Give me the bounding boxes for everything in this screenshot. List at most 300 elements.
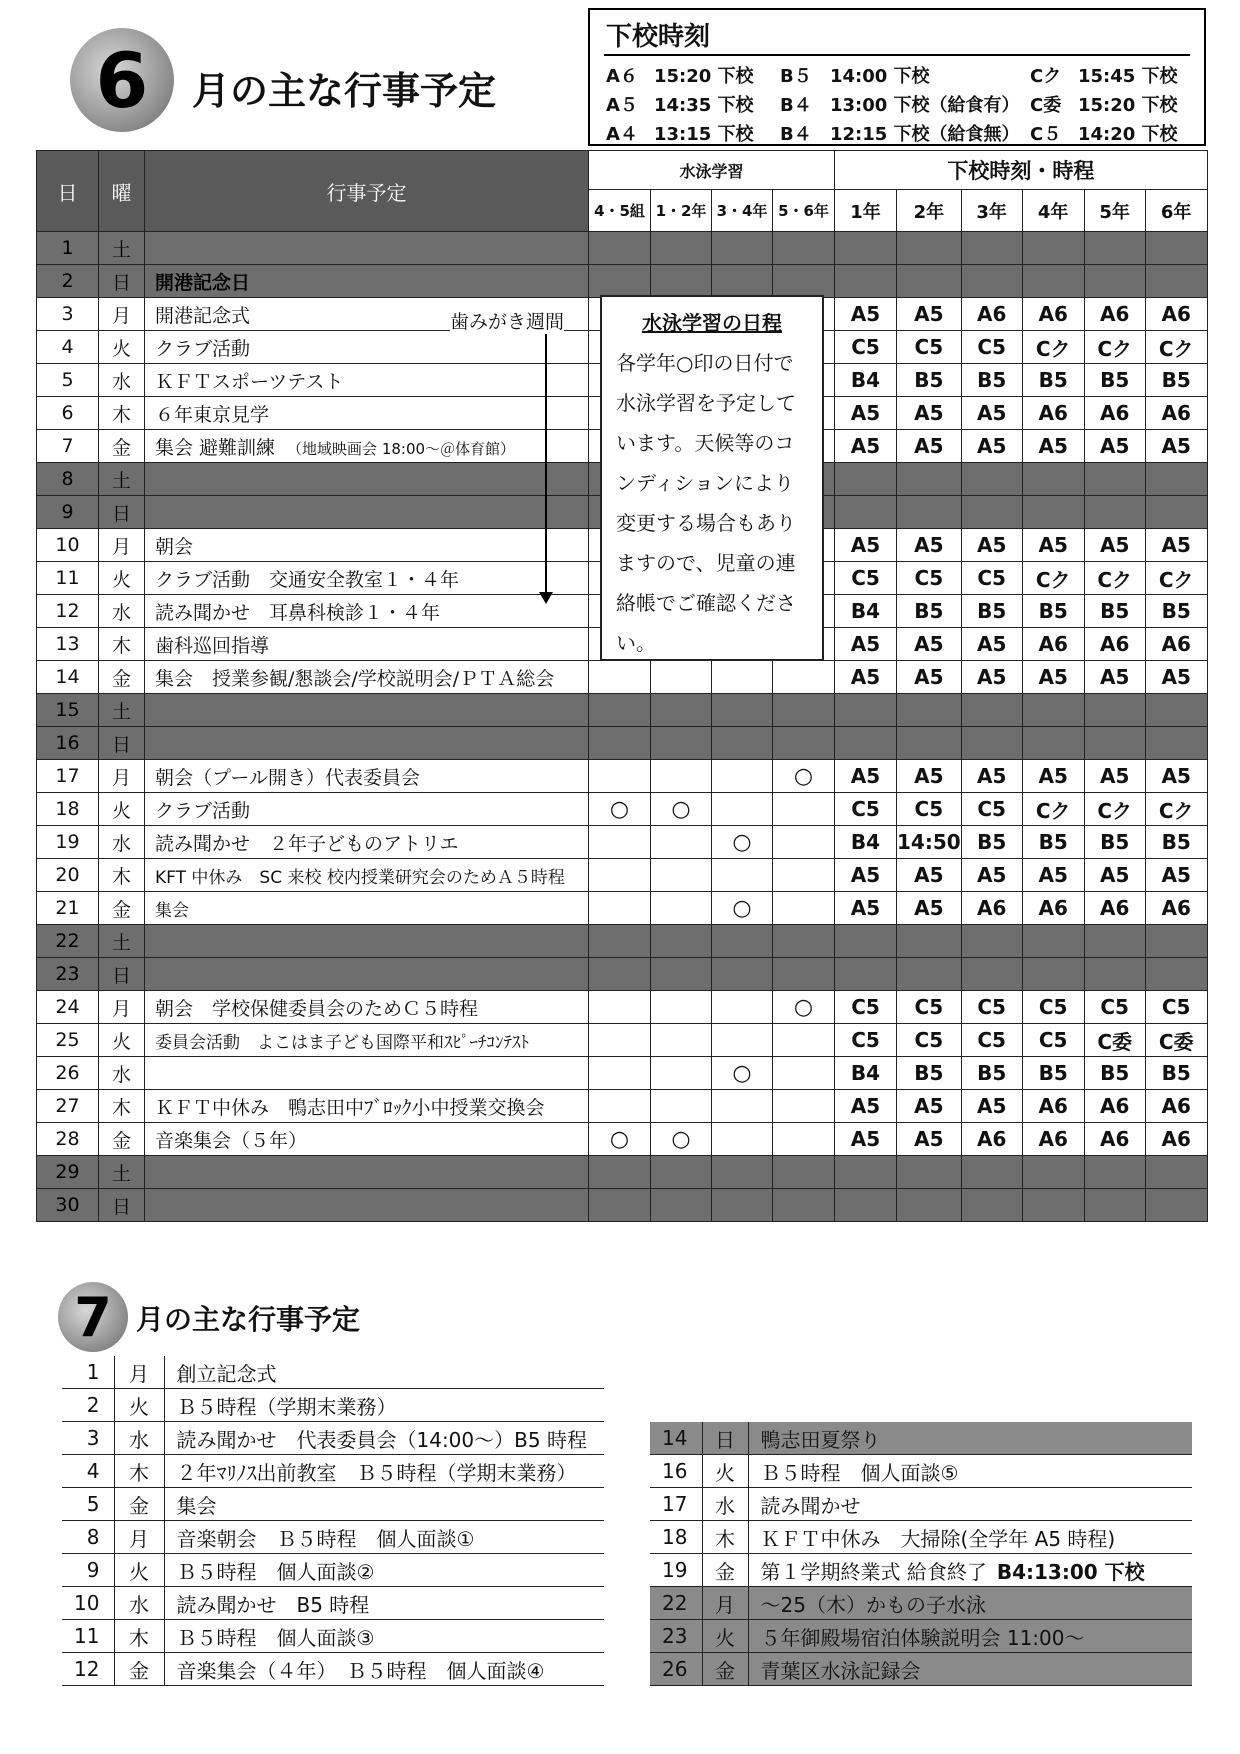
gekou-schedule-cell [1022,265,1084,298]
july-row [650,1422,1192,1455]
july-event-text: 読み聞かせ [760,1493,861,1518]
gekou-schedule-cell: A5 [961,760,1022,793]
july-row [650,1587,1192,1620]
event-text: クラブ活動 [155,337,251,360]
gekou-schedule-cell: B5 [1084,364,1145,397]
july-event-text: Ｂ５時程 個人面談② [176,1559,375,1584]
swim-mark [773,925,835,958]
event-text: KFT 中休み SC 来校 校内授業研究会のためＡ５時程 [155,867,565,888]
gekou-schedule-cell: A6 [961,892,1022,925]
gekou-code: C５ [1030,124,1062,145]
gekou-schedule-cell: Cク [1084,562,1145,595]
swim-mark [651,694,712,727]
gekou-schedule-cell: A5 [835,661,897,694]
july-event [164,1389,604,1422]
gekou-schedule-cell: A5 [961,1090,1022,1123]
july-row [62,1455,604,1488]
swim-mark [589,958,651,991]
event-text: ＫＦＴ中休み 鴨志田中ﾌﾞﾛｯｸ小中授業交換会 [155,1096,545,1119]
july-weekday: 木 [114,1455,164,1488]
gekou-schedule-cell: A5 [1145,859,1207,892]
gekou-schedule-cell: A5 [835,298,897,331]
swim-mark [773,232,835,265]
swim-mark [712,991,773,1024]
july-day: 14 [650,1422,702,1455]
gekou-schedule-cell: A5 [961,397,1022,430]
gekou-schedule-cell [1022,463,1084,496]
gekou-time: 15:45 下校 [1078,66,1178,87]
june-row [37,1057,1208,1090]
july-day: 12 [62,1653,114,1686]
july-row [62,1389,604,1422]
event-cell [145,991,589,1024]
july-weekday: 火 [114,1554,164,1587]
day-cell: 12 [37,595,99,628]
july-event-text: ５年御殿場宿泊体験説明会 11:00～ [760,1625,1085,1650]
gekou-schedule-cell [961,463,1022,496]
gekou-schedule-cell: C5 [1022,991,1084,1024]
swim-mark [773,1189,835,1222]
gekou-schedule-cell: A5 [1084,859,1145,892]
gekou-schedule-cell [897,463,962,496]
july-day: 3 [62,1422,114,1455]
june-row [37,232,1208,265]
swim-mark: ○ [773,991,835,1024]
swim-mark [712,1189,773,1222]
july-row [62,1620,604,1653]
day-cell: 7 [37,430,99,463]
event-cell [145,925,589,958]
event-cell [145,232,589,265]
gekou-schedule-cell [1145,496,1207,529]
swim-mark [589,1024,651,1057]
event-cell [145,793,589,826]
gekou-schedule-cell [835,1156,897,1189]
july-event [748,1455,1192,1488]
gekou-schedule-cell [1145,925,1207,958]
swim-mark [651,826,712,859]
gekou-schedule-cell [897,727,962,760]
gekou-schedule-cell [961,265,1022,298]
swim-mark [651,958,712,991]
gekou-code: C委 [1030,95,1062,116]
swim-mark [589,1189,651,1222]
swim-mark [651,1057,712,1090]
june-row [37,1123,1208,1156]
gekou-schedule-cell [1084,265,1145,298]
july-event [164,1356,604,1389]
gekou-schedule-cell: C5 [1145,991,1207,1024]
header-gekou: 下校時刻・時程 [835,151,1208,190]
swim-mark [773,727,835,760]
gekou-time: 13:00 下校（給食有） [830,95,1020,116]
swim-mark: ○ [651,1123,712,1156]
weekday-cell: 日 [99,1189,145,1222]
june-row [37,760,1208,793]
july-row [62,1488,604,1521]
gekou-schedule-cell [835,265,897,298]
july-event-text: Ｂ５時程 個人面談⑤ [760,1460,959,1485]
swim-mark [651,1024,712,1057]
july-event-text: 読み聞かせ 代表委員会（14:00～）B5 時程 [176,1427,587,1452]
gekou-schedule-cell: C5 [961,562,1022,595]
header-day: 日 [37,151,99,232]
gekou-schedule-cell: B5 [897,595,962,628]
gekou-schedule-cell [1145,463,1207,496]
gekou-schedule-cell: A5 [961,529,1022,562]
weekday-cell: 金 [99,430,145,463]
july-row [650,1455,1192,1488]
gekou-schedule-cell: A6 [1022,1123,1084,1156]
gekou-schedule-cell [897,1156,962,1189]
event-text: 朝会 [155,535,194,558]
july-day: 23 [650,1620,702,1653]
gekou-schedule-cell: A5 [961,628,1022,661]
june-number-badge: 6 [70,28,174,132]
header-grade: 6年 [1145,190,1207,232]
event-text: 委員会活動 よこはま子ども国際平和ｽﾋﾟｰﾁｺﾝﾃｽﾄ [155,1032,529,1053]
day-cell: 22 [37,925,99,958]
july-weekday: 水 [114,1422,164,1455]
june-row [37,826,1208,859]
swim-mark [589,859,651,892]
gekou-schedule-cell: A5 [1022,430,1084,463]
swim-mark [589,760,651,793]
july-event [748,1587,1192,1620]
event-cell [145,1090,589,1123]
gekou-schedule-cell: C委 [1145,1024,1207,1057]
gekou-schedule-cell [1022,925,1084,958]
gekou-schedule-cell: B5 [961,1057,1022,1090]
swim-note-line: 各学年○印の日付で [616,351,794,375]
event-cell [145,628,589,661]
swim-mark [589,1090,651,1123]
gekou-schedule-cell [835,1189,897,1222]
swim-mark [651,760,712,793]
event-cell [145,760,589,793]
swim-note-line: います。天候等のコ [616,431,795,455]
gekou-schedule-cell [1145,727,1207,760]
gekou-schedule-cell: C5 [835,562,897,595]
gekou-schedule-cell [961,925,1022,958]
event-text: クラブ活動 交通安全教室１・４年 [155,568,460,591]
gekou-schedule-cell [1084,958,1145,991]
event-text: 集会 授業参観/懇談会/学校説明会/ＰＴＡ総会 [155,667,555,690]
event-text: 集会 避難訓練 [155,436,276,459]
gekou-schedule-cell: B4 [835,364,897,397]
gekou-schedule-cell: A6 [961,1123,1022,1156]
weekday-cell: 土 [99,463,145,496]
gekou-schedule-cell: C5 [897,331,962,364]
gekou-schedule-cell [1145,958,1207,991]
gekou-time: 15:20 下校 [1078,95,1178,116]
swim-mark [651,727,712,760]
swim-mark [589,265,651,298]
swim-mark [712,232,773,265]
swim-mark [589,727,651,760]
day-cell: 11 [37,562,99,595]
weekday-cell: 日 [99,496,145,529]
hamigaki-arrowhead [539,592,553,604]
swim-mark [589,232,651,265]
gekou-schedule-cell: A6 [1145,298,1207,331]
event-text: クラブ活動 [155,799,251,822]
weekday-cell: 木 [99,1090,145,1123]
gekou-schedule-cell: A5 [1145,529,1207,562]
july-number-badge: 7 [58,1282,128,1352]
swim-mark [712,1156,773,1189]
gekou-schedule-cell [835,694,897,727]
header-weekday: 曜 [99,151,145,232]
event-text: 集会 [155,900,189,921]
gekou-schedule-cell: A6 [1022,298,1084,331]
weekday-cell: 月 [99,529,145,562]
swim-note-box [600,295,824,661]
swim-note-line: 水泳学習を予定して [616,391,796,415]
june-row [37,925,1208,958]
july-weekday: 月 [114,1521,164,1554]
gekou-time: 14:00 下校 [830,66,930,87]
gekou-schedule-cell [1145,1156,1207,1189]
swim-mark [712,661,773,694]
gekou-schedule-cell: A5 [1084,430,1145,463]
july-event [164,1422,604,1455]
weekday-cell: 土 [99,694,145,727]
event-cell [145,595,589,628]
july-row [62,1587,604,1620]
swim-mark [712,265,773,298]
july-event [748,1554,1192,1587]
swim-note-line: 変更する場合もあり [616,511,796,535]
gekou-schedule-cell: A5 [897,430,962,463]
day-cell: 17 [37,760,99,793]
day-cell: 9 [37,496,99,529]
swim-mark: ○ [773,760,835,793]
gekou-box [588,8,1206,146]
swim-mark [712,859,773,892]
swim-mark [712,1024,773,1057]
gekou-schedule-cell: C5 [961,991,1022,1024]
july-event [164,1587,604,1620]
gekou-schedule-cell [835,496,897,529]
july-event [748,1653,1192,1686]
gekou-schedule-cell: A5 [835,529,897,562]
july-event [164,1620,604,1653]
gekou-schedule-cell [1145,1189,1207,1222]
event-text: 読み聞かせ ２年子どものアトリエ [155,832,459,855]
event-cell [145,694,589,727]
gekou-schedule-cell: A5 [897,298,962,331]
july-day: 26 [650,1653,702,1686]
event-text: 朝会（プール開き）代表委員会 [155,766,421,789]
july-day: 19 [650,1554,702,1587]
gekou-schedule-cell [897,232,962,265]
swim-mark [773,694,835,727]
weekday-cell: 月 [99,991,145,1024]
gekou-schedule-cell: C5 [897,793,962,826]
day-cell: 24 [37,991,99,1024]
gekou-schedule-cell: A5 [897,760,962,793]
event-cell [145,1123,589,1156]
weekday-cell: 日 [99,727,145,760]
gekou-schedule-cell [1022,727,1084,760]
event-cell [145,958,589,991]
event-cell [145,397,589,430]
weekday-cell: 日 [99,265,145,298]
july-event [748,1521,1192,1554]
event-cell [145,331,589,364]
event-cell [145,859,589,892]
swim-mark [589,694,651,727]
day-cell: 27 [37,1090,99,1123]
event-text: 歯科巡回指導 [155,634,270,657]
july-event-text: 第１学期終業式 給食終了 [760,1559,987,1584]
gekou-schedule-cell: A5 [1084,529,1145,562]
event-cell [145,1057,589,1090]
swim-mark [589,826,651,859]
gekou-schedule-cell: B5 [1022,595,1084,628]
header-grade: 5年 [1084,190,1145,232]
header-grade: 3年 [961,190,1022,232]
swim-mark [589,1156,651,1189]
gekou-schedule-cell [835,925,897,958]
july-event-text: 集会 [176,1493,217,1518]
weekday-cell: 金 [99,892,145,925]
gekou-schedule-cell: B5 [1145,364,1207,397]
day-cell: 21 [37,892,99,925]
july-weekday: 金 [114,1488,164,1521]
gekou-schedule-cell: A6 [1084,1123,1145,1156]
weekday-cell: 火 [99,562,145,595]
gekou-schedule-cell [897,496,962,529]
event-cell [145,892,589,925]
header-event: 行事予定 [145,151,589,232]
july-event-text: 音楽朝会 Ｂ５時程 個人面談① [176,1526,475,1551]
gekou-schedule-cell [1084,925,1145,958]
gekou-schedule-cell [897,1189,962,1222]
july-event-emphasis: B4:13:00 下校 [996,1559,1145,1584]
july-event [748,1620,1192,1653]
swim-mark [773,1024,835,1057]
gekou-schedule-cell [961,1156,1022,1189]
july-title: 月の主な行事予定 [136,1303,361,1336]
swim-mark [712,694,773,727]
day-cell: 30 [37,1189,99,1222]
gekou-schedule-cell: C5 [835,793,897,826]
gekou-schedule-cell: B5 [1022,1057,1084,1090]
gekou-code: Cク [1030,66,1062,87]
swim-mark [773,859,835,892]
gekou-schedule-cell [1022,958,1084,991]
swim-mark [712,760,773,793]
gekou-schedule-cell [1084,1156,1145,1189]
july-event-text: ＫＦＴ中休み 大掃除(全学年 A5 時程) [760,1526,1116,1551]
july-weekday: 金 [702,1554,748,1587]
header-swim: 水泳学習 [589,151,835,190]
june-row [37,892,1208,925]
gekou-schedule-cell: A6 [1145,397,1207,430]
gekou-schedule-cell: C5 [1022,1024,1084,1057]
gekou-schedule-cell [897,694,962,727]
july-weekday: 日 [702,1422,748,1455]
weekday-cell: 木 [99,397,145,430]
day-cell: 29 [37,1156,99,1189]
event-cell [145,265,589,298]
event-cell [145,727,589,760]
gekou-schedule-cell [961,496,1022,529]
gekou-time: 14:35 下校 [654,95,754,116]
gekou-code: A５ [606,95,638,116]
gekou-schedule-cell: A6 [1022,628,1084,661]
july-weekday: 月 [702,1587,748,1620]
july-weekday: 木 [114,1620,164,1653]
hamigaki-arrow [545,334,547,596]
weekday-cell: 土 [99,232,145,265]
event-text: 開港記念日 [155,271,251,294]
event-text: 音楽集会（５年） [155,1129,308,1152]
july-day: 8 [62,1521,114,1554]
gekou-schedule-cell [961,727,1022,760]
july-weekday: 木 [702,1521,748,1554]
event-text: 朝会 学校保健委員会のためＣ５時程 [155,997,479,1020]
gekou-schedule-cell: 14:50 [897,826,962,859]
gekou-schedule-cell: A5 [1145,760,1207,793]
gekou-schedule-cell: Cク [1022,562,1084,595]
header-grade: 2年 [897,190,962,232]
weekday-cell: 土 [99,925,145,958]
june-row [37,661,1208,694]
gekou-schedule-cell [961,1189,1022,1222]
swim-mark [589,1057,651,1090]
hamigaki-label: 歯みがき週間 [450,307,564,334]
gekou-schedule-cell: A6 [1022,397,1084,430]
july-day: 17 [650,1488,702,1521]
july-row [62,1422,604,1455]
june-row [37,694,1208,727]
gekou-schedule-cell [835,958,897,991]
swim-mark [712,793,773,826]
gekou-schedule-cell: Cク [1145,793,1207,826]
swim-mark [712,1123,773,1156]
gekou-schedule-cell [1084,232,1145,265]
july-row [62,1554,604,1587]
swim-mark [773,1123,835,1156]
event-cell [145,463,589,496]
july-weekday: 火 [114,1389,164,1422]
gekou-schedule-cell: A5 [835,628,897,661]
swim-mark [651,265,712,298]
gekou-schedule-cell [835,463,897,496]
gekou-time: 14:20 下校 [1078,124,1178,145]
swim-mark [589,925,651,958]
june-row [37,1024,1208,1057]
gekou-schedule-cell [835,232,897,265]
swim-mark [712,727,773,760]
weekday-cell: 火 [99,793,145,826]
swim-mark [651,661,712,694]
june-row [37,1090,1208,1123]
gekou-schedule-cell: B5 [897,1057,962,1090]
july-day: 5 [62,1488,114,1521]
july-event [164,1455,604,1488]
gekou-schedule-cell: A6 [1145,892,1207,925]
day-cell: 6 [37,397,99,430]
gekou-schedule-cell: A5 [1022,760,1084,793]
july-day: 22 [650,1587,702,1620]
event-cell [145,1024,589,1057]
swim-note-line: ンディションにより [616,471,794,495]
gekou-schedule-cell [1084,463,1145,496]
